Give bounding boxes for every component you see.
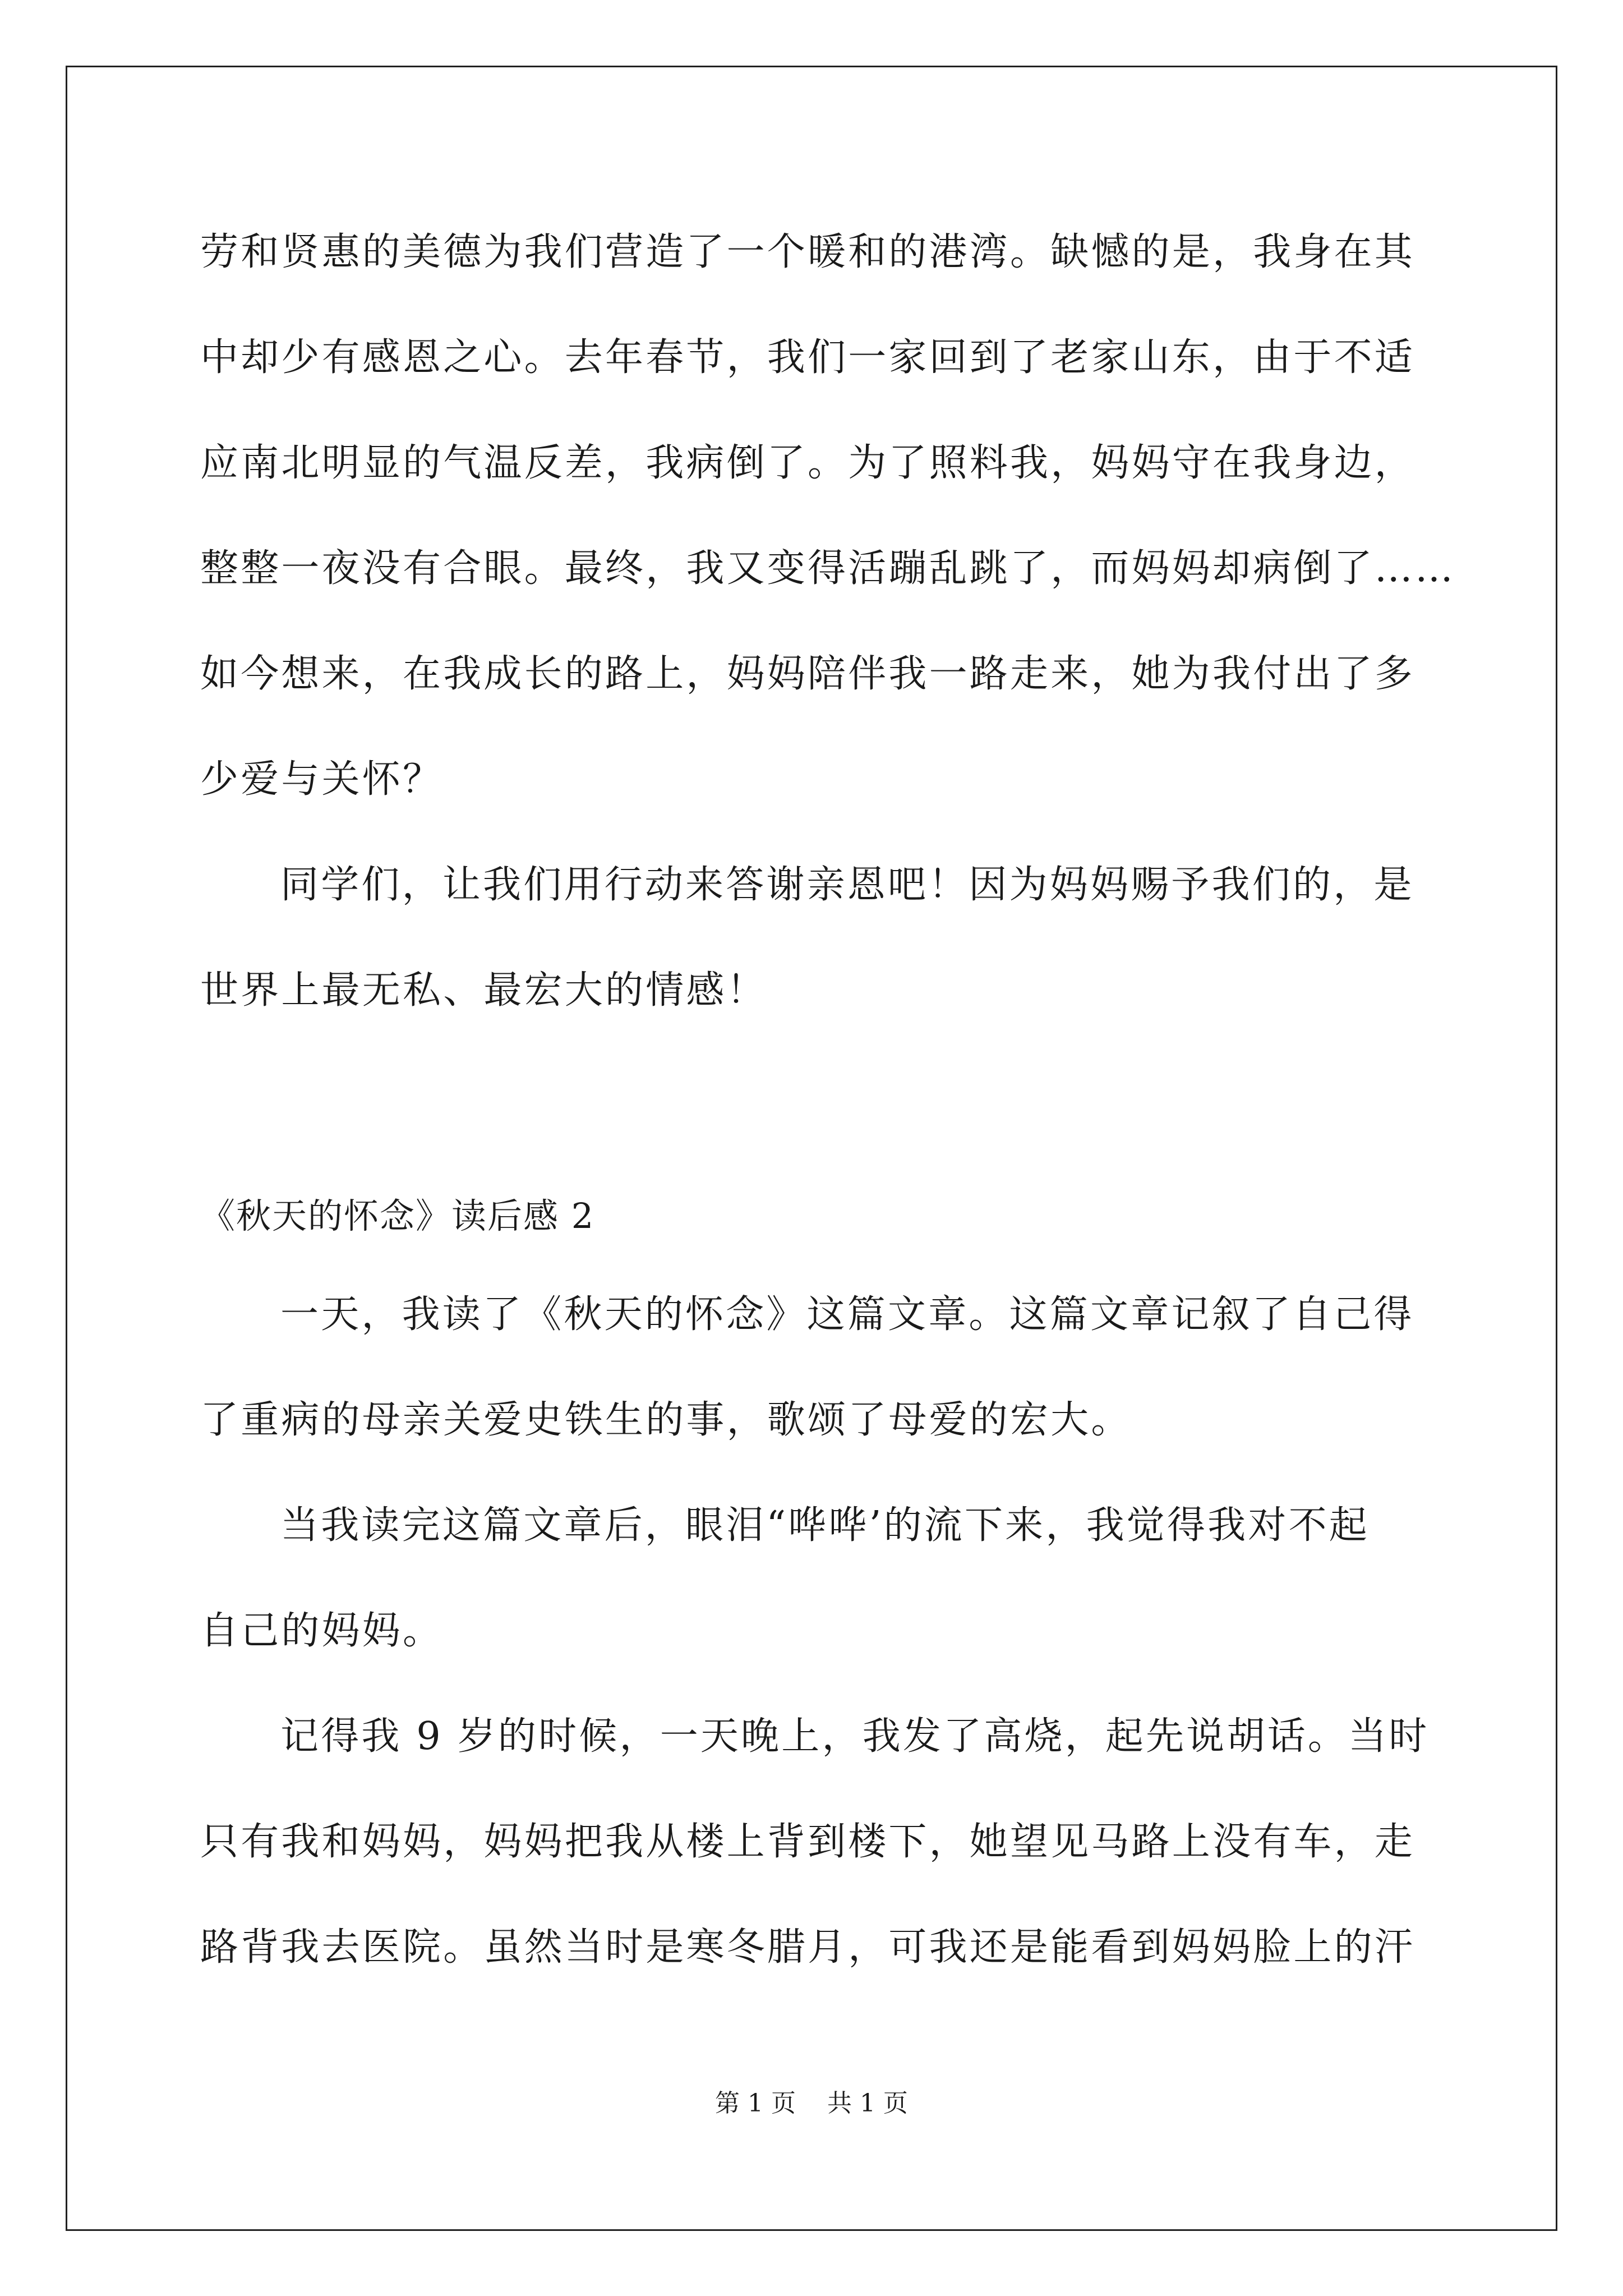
paragraph-3-line-2: 了重病的母亲关爱史铁生的事，歌颂了母爱的宏大。	[200, 1398, 1132, 1442]
paragraph-1-line-4: 整整一夜没有合眼。最终，我又变得活蹦乱跳了，而妈妈却病倒了……	[200, 546, 1456, 591]
section-title: 《秋天的怀念》读后感 2	[200, 1195, 595, 1236]
paragraph-5-line-3: 路背我去医院。虽然当时是寒冬腊月，可我还是能看到妈妈脸上的汗	[200, 1925, 1415, 1970]
paragraph-1-line-6: 少爱与关怀？	[200, 757, 444, 802]
paragraph-4-line-2: 自己的妈妈。	[200, 1609, 444, 1653]
paragraph-5-line-1: 记得我 9 岁的时候，一天晚上，我发了高烧，起先说胡话。当时	[280, 1714, 1430, 1759]
paragraph-2-line-2: 世界上最无私、最宏大的情感！	[200, 968, 767, 1013]
paragraph-1-line-5: 如今想来，在我成长的路上，妈妈陪伴我一路走来，她为我付出了多	[200, 652, 1415, 696]
page-footer	[0, 2087, 1623, 2120]
page-number: 第 1 页	[715, 2089, 796, 2118]
page-total: 共 1 页	[827, 2089, 908, 2118]
page-frame	[66, 66, 1557, 2231]
paragraph-5-line-2: 只有我和妈妈，妈妈把我从楼上背到楼下，她望见马路上没有车，走	[200, 1820, 1415, 1864]
paragraph-4-line-1: 当我读完这篇文章后，眼泪“哗哗’的流下来，我觉得我对不起	[280, 1503, 1370, 1548]
paragraph-1-line-3: 应南北明显的气温反差，我病倒了。为了照料我，妈妈守在我身边，	[200, 441, 1415, 485]
paragraph-1-line-1: 劳和贤惠的美德为我们营造了一个暖和的港湾。缺憾的是，我身在其	[200, 230, 1415, 274]
paragraph-2-line-1: 同学们，让我们用行动来答谢亲恩吧！因为妈妈赐予我们的，是	[280, 863, 1414, 907]
paragraph-3-line-1: 一天，我读了《秋天的怀念》这篇文章。这篇文章记叙了自己得	[280, 1292, 1414, 1337]
paragraph-1-line-2: 中却少有感恩之心。去年春节，我们一家回到了老家山东，由于不适	[200, 335, 1415, 380]
